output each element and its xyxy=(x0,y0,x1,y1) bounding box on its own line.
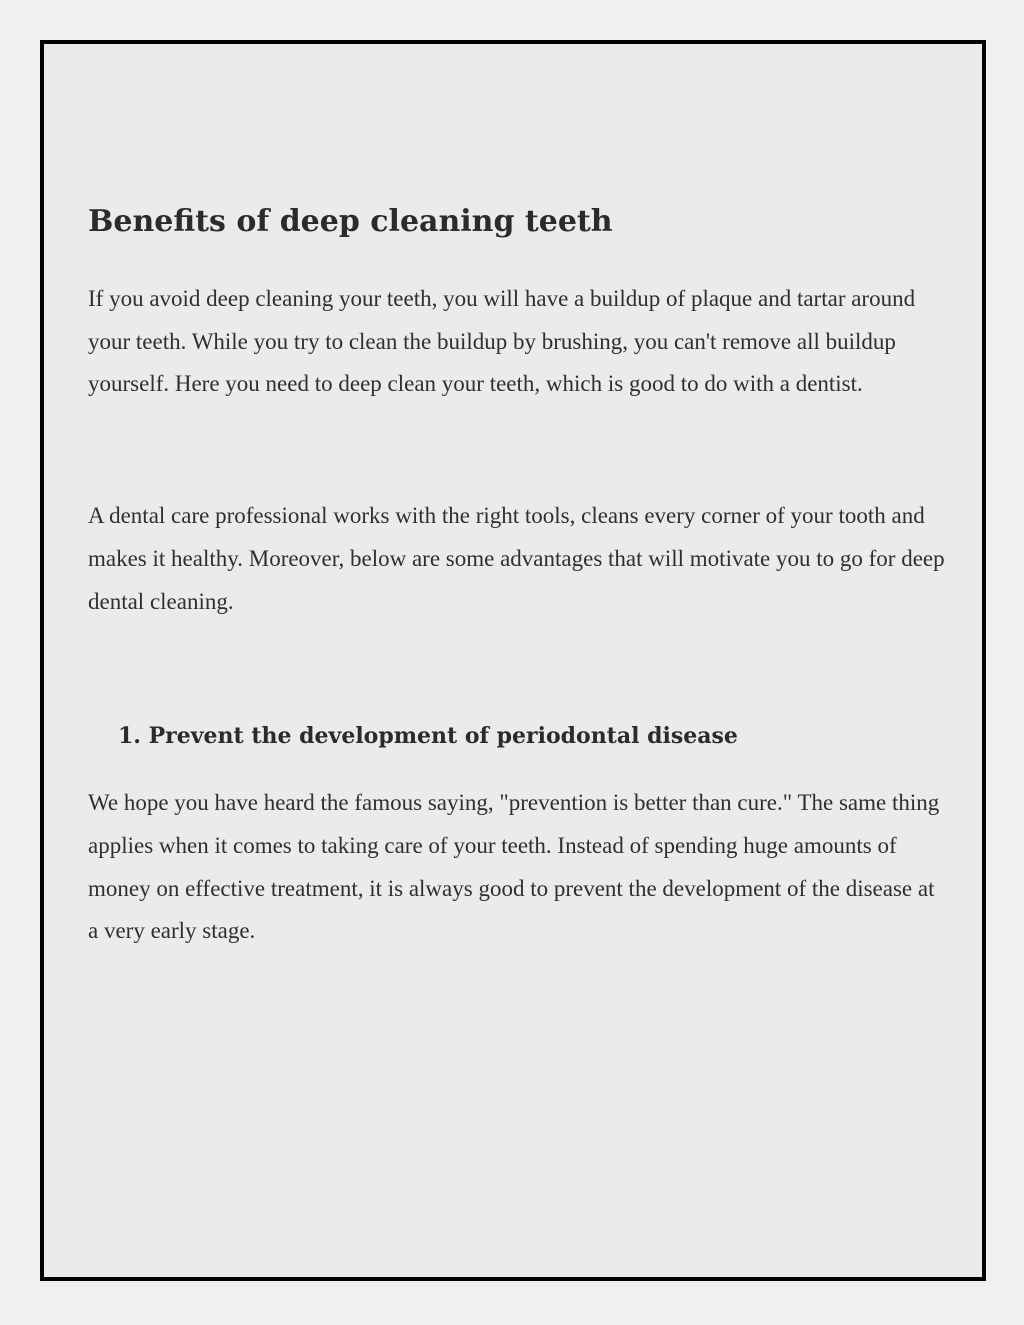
section-heading-periodontal: 1. Prevent the development of periodontal disease xyxy=(118,723,738,750)
page-title: Benefits of deep cleaning teeth xyxy=(88,204,613,239)
section-body-periodontal: We hope you have heard the famous saying, "prevention is better than cure." The same thing applies when it comes to taking care of your teeth. Instead of spending huge amounts of money on effective treatment, it is always good to prevent the development of the disease at a very early stage. xyxy=(88,790,940,944)
page-frame xyxy=(40,40,986,1281)
professional-paragraph: A dental care professional works with the right tools, cleans every corner of your tooth and makes it healthy. Moreover, below are some advantages that will motivate you to go for deep dental cleaning. xyxy=(88,503,945,614)
document-content xyxy=(88,202,948,953)
intro-paragraph: If you avoid deep cleaning your teeth, you will have a buildup of plaque and tartar around your teeth. While you try to clean the buildup by brushing, you can't remove all buildup yourself. Here you need to deep clean your teeth, which is good to do with a dentist. xyxy=(88,286,916,397)
